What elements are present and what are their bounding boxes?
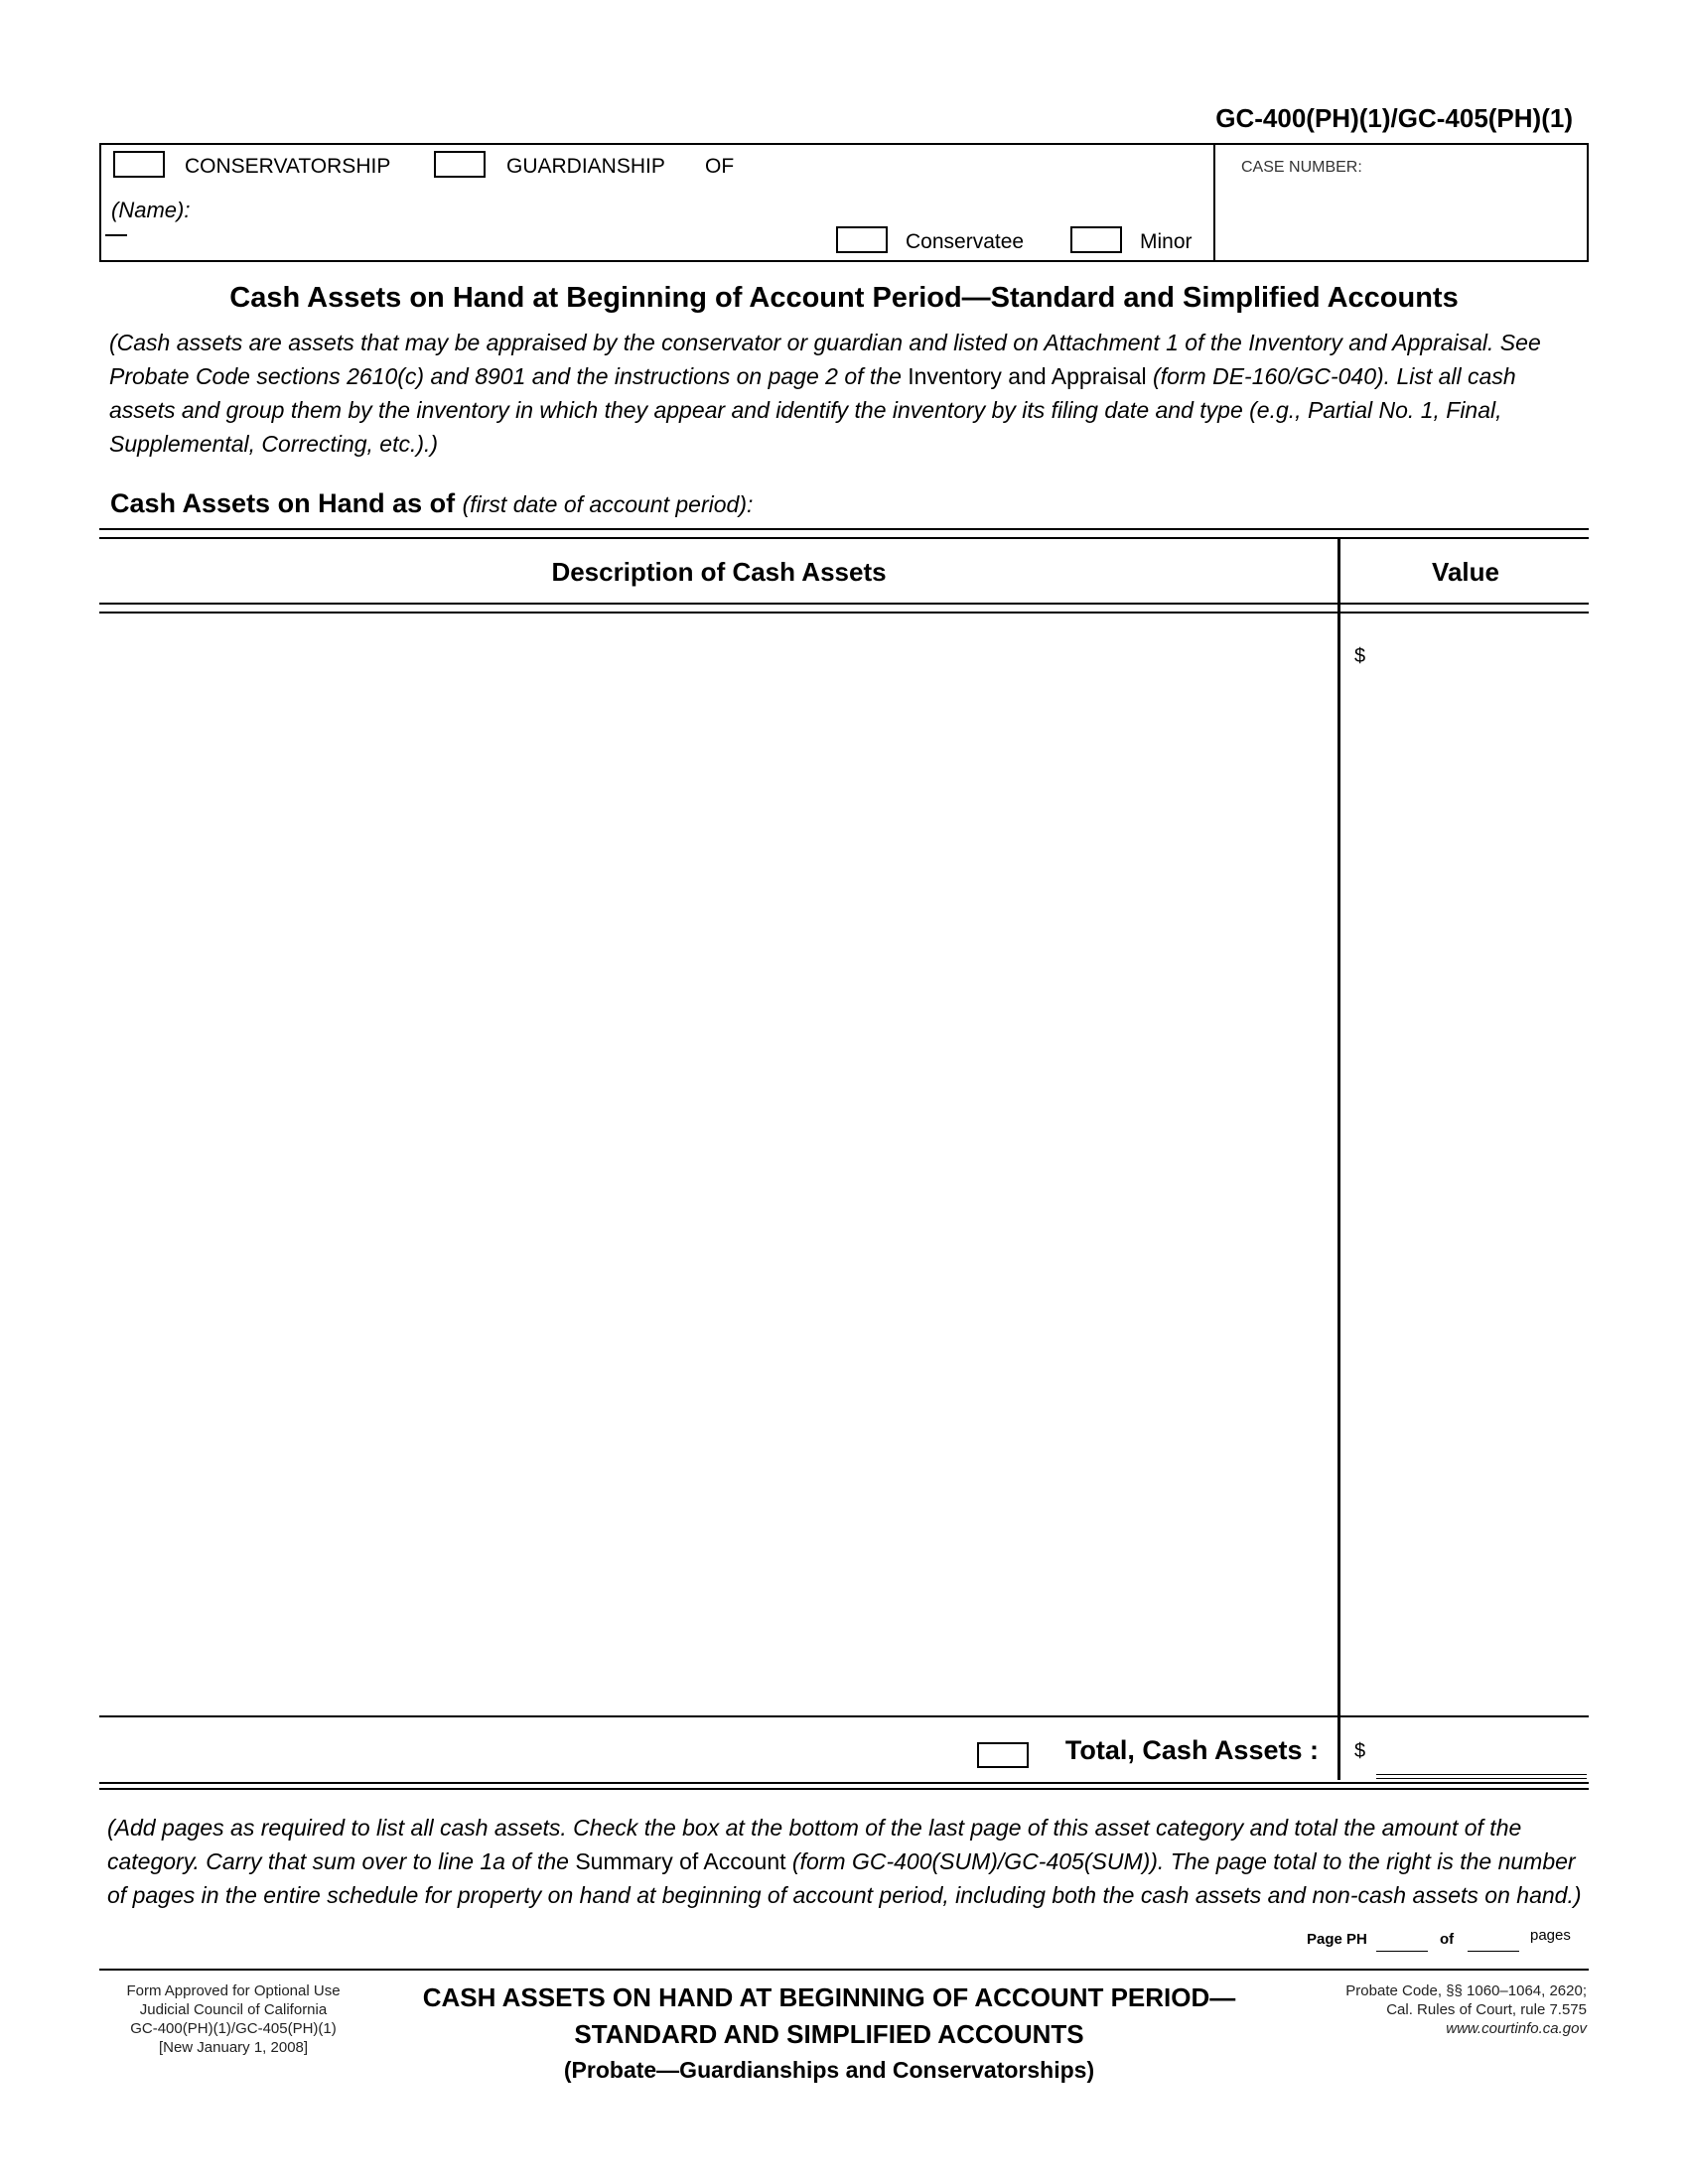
guardianship-checkbox[interactable]	[434, 151, 486, 178]
total-underline-2	[1376, 1778, 1587, 1779]
header-bottom-rule-1	[99, 603, 1589, 605]
last-page-checkbox[interactable]	[977, 1742, 1029, 1768]
total-top-rule	[99, 1715, 1589, 1717]
column-divider	[1337, 539, 1340, 1780]
intro-text	[109, 326, 1579, 461]
value-currency-symbol: $	[1354, 645, 1366, 667]
total-underline-1	[1376, 1774, 1587, 1775]
footer-left-line: [New January 1, 2008]	[158, 2039, 309, 2056]
name-label: (Name):	[111, 198, 191, 222]
value-column-header: Value	[1432, 557, 1499, 587]
page-of-label: of	[1440, 1931, 1455, 1948]
conservatee-checkbox[interactable]	[836, 226, 888, 253]
footer-subtitle: (Probate—Guardianships and Conservatorships)	[563, 2057, 1095, 2083]
as-of-line	[110, 488, 753, 519]
intro-form-name: Inventory and Appraisal	[908, 363, 1147, 389]
conservatorship-label: CONSERVATORSHIP	[185, 155, 391, 178]
caption-divider	[1213, 143, 1215, 262]
table-bottom-rule-2	[99, 1788, 1589, 1790]
intro-text-part2: (form DE-160/GC-040). List all cash assets and group them by the inventory in which they appear and identify the inventory by its filing date and type (e.g., Partial No. 1, Final, Supplemental, Correcting, etc.).)	[109, 363, 1516, 457]
note-part2: (form GC-400(SUM)/GC-405(SUM)). The page total to the right is the number of pages in the entire schedule for property on hand at beginning of account period, including both the cash assets and non-cash assets on hand.)	[107, 1848, 1582, 1908]
table-top-rule-2	[99, 537, 1589, 539]
page-total-blank[interactable]	[1468, 1951, 1519, 1952]
pages-label: pages	[1530, 1927, 1571, 1944]
footer-title	[367, 1979, 1291, 2053]
footer-left-line: Form Approved for Optional Use	[126, 1982, 341, 1999]
bottom-note	[107, 1811, 1589, 1912]
description-field[interactable]	[99, 615, 1336, 1713]
page-number-blank[interactable]	[1376, 1951, 1428, 1952]
table-bottom-rule-1	[99, 1782, 1589, 1784]
note-part1: (Add pages as required to list all cash assets. Check the box at the bottom of the last page of this asset category and total the amount of the category. Carry that sum over to line 1a of the	[107, 1815, 1522, 1874]
as-of-hint: (first date of account period):	[462, 491, 754, 517]
minor-label: Minor	[1140, 230, 1193, 253]
footer-right-line: Probate Code, §§ 1060–1064, 2620;	[1345, 1982, 1587, 1999]
footer-left-line: GC-400(PH)(1)/GC-405(PH)(1)	[130, 2020, 337, 2037]
note-summary-form: Summary of Account	[575, 1848, 786, 1874]
case-number-label: CASE NUMBER:	[1241, 159, 1362, 176]
total-label: Total, Cash Assets :	[1064, 1735, 1319, 1765]
header-bottom-rule-2	[99, 612, 1589, 614]
of-label: OF	[705, 155, 735, 178]
page-label: Page PH	[1307, 1931, 1367, 1948]
as-of-label: Cash Assets on Hand as of	[110, 488, 456, 518]
footer-rule	[99, 1969, 1589, 1971]
name-field-mark	[105, 234, 127, 236]
total-currency-symbol: $	[1354, 1740, 1366, 1762]
footer-form-info	[99, 1981, 367, 2057]
conservatorship-checkbox[interactable]	[113, 151, 165, 178]
footer-website-link[interactable]: www.courtinfo.ca.gov	[1446, 2020, 1587, 2037]
value-field[interactable]	[1342, 615, 1587, 1713]
form-number: GC-400(PH)(1)/GC-405(PH)(1)	[1215, 103, 1573, 133]
footer-left-line: Judicial Council of California	[139, 2001, 328, 2018]
section-title: Cash Assets on Hand at Beginning of Account Period—Standard and Simplified Accounts	[229, 282, 1459, 314]
guardianship-label: GUARDIANSHIP	[506, 155, 665, 178]
footer-title-line: CASH ASSETS ON HAND AT BEGINNING OF ACCOUNT PERIOD—	[422, 1982, 1236, 2012]
description-column-header: Description of Cash Assets	[551, 557, 887, 587]
minor-checkbox[interactable]	[1070, 226, 1122, 253]
intro-text-part1: (Cash assets are assets that may be appraised by the conservator or guardian and listed on Attachment 1 of the Inventory and Appraisal. See Probate Code sections 2610(c) and 8901 and the instructions on page 2 of the	[109, 330, 1541, 389]
footer-right-line: Cal. Rules of Court, rule 7.575	[1386, 2001, 1587, 2018]
total-value-field[interactable]	[1376, 1735, 1585, 1773]
conservatee-label: Conservatee	[906, 230, 1025, 253]
table-top-rule-1	[99, 528, 1589, 530]
footer-title-line: STANDARD AND SIMPLIFIED ACCOUNTS	[574, 2019, 1084, 2049]
footer-citations	[1345, 1981, 1587, 2038]
